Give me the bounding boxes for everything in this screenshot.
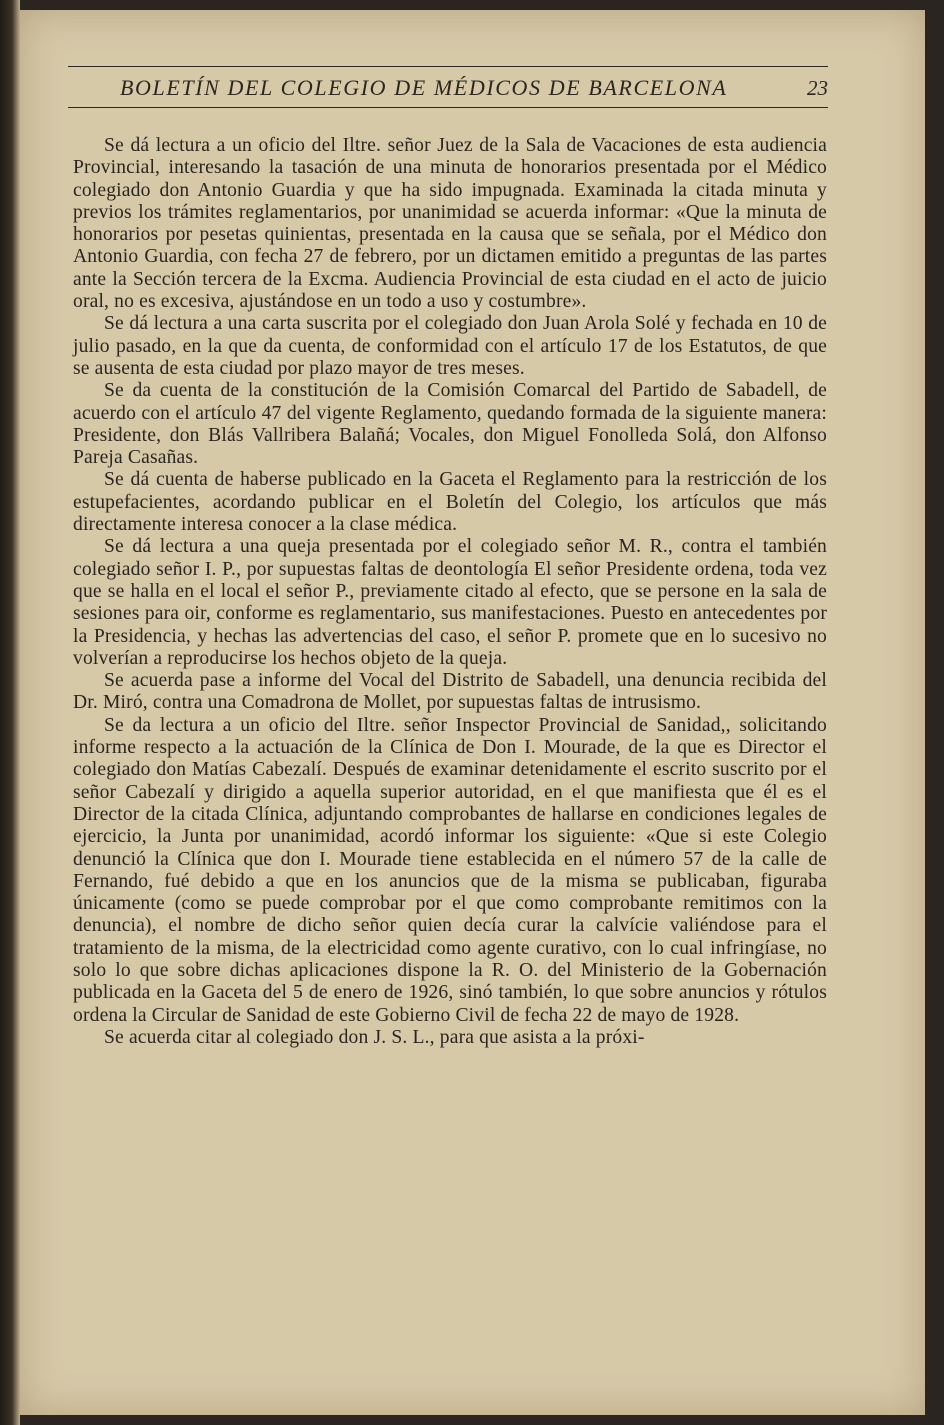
running-title: BOLETÍN DEL COLEGIO DE MÉDICOS DE BARCELONA [120,75,728,100]
book-gutter [0,0,20,1425]
paragraph: Se dá lectura a una queja presentada por el colegiado señor M. R., contra el también colegiado señor I. P., por supuestas faltas de deontología El señor Presidente ordena, toda vez que se halla en el local el señor P., previamente citado al efecto, que se persone en la sala de sesiones para oir, conforme es reglamentario, sus manifestaciones. Puesto en antecedentes por la Presidencia, y hechas las advertencias del caso, el señor P. promete que en lo sucesivo no volverían a reproducirse los hechos objeto de la queja. [73,536,827,669]
paragraph: Se dá cuenta de haberse publicado en la Gaceta el Reglamento para la restricción de los estupefacientes, acordando publicar en el Boletín del Colegio, los artículos que más directamente interesa conocer a la clase médica. [73,469,827,536]
header-rule-top [68,66,828,67]
paragraph: Se da lectura a un oficio del Iltre. señor Inspector Provincial de Sanidad,, solicitando informe respecto a la actuación de la Clínica de Don I. Mourade, de la que es Director el colegiado don Matías Cabezalí. Después de examinar detenidamente el escrito suscrito por el señor Cabezalí y dirigido a aquella superior autoridad, en el que manifiesta que él es el Director de la citada Clínica, adjuntando comprobantes de hallarse en condiciones legales de ejercicio, la Junta por unanimidad, acordó informar los siguiente: «Que si este Colegio denunció la Clínica que don I. Mourade tiene establecida en el número 57 de la calle de Fernando, fué debido a que en los anuncios que de la misma se publicaban, figuraba únicamente (como se puede comprobar por el que como comprobante remitimos con la denuncia), el nombre de dicho señor quien decía curar la calvície valiéndose para el tratamiento de la misma, de la electricidad como agente curativo, con lo cual infringíase, no solo lo que sobre dichas aplicaciones dispone la R. O. del Ministerio de la Gobernación publicada en la Gaceta del 5 de enero de 1926, sinó también, lo que sobre anuncios y rótulos ordena la Circular de Sanidad de este Gobierno Civil de fecha 22 de mayo de 1928. [73,714,827,1026]
paragraph: Se acuerda pase a informe del Vocal del Distrito de Sabadell, una denuncia recibida del Dr. Miró, contra una Comadrona de Mollet, por supuestas faltas de intrusismo. [73,670,827,714]
paragraph: Se da cuenta de la constitución de la Comisión Comarcal del Partido de Sabadell, de acuerdo con el artículo 47 del vigente Reglamento, quedando formada de la siguiente manera: Presidente, don Blás Vallribera Balañá; Vocales, don Miguel Fonolleda Solá, don Alfonso Pareja Casañas. [73,380,827,469]
header-rule-bottom [68,107,828,108]
body-text [73,135,827,1049]
page-header [68,66,828,108]
paragraph: Se dá lectura a una carta suscrita por el colegiado don Juan Arola Solé y fechada en 10 de julio pasado, en la que da cuenta, de conformidad con el artículo 17 de los Estatutos, de que se ausenta de esta ciudad por plazo mayor de tres meses. [73,313,827,379]
paragraph: Se dá lectura a un oficio del Iltre. señor Juez de la Sala de Vacaciones de esta audiencia Provincial, interesando la tasación de una minuta de honorarios presentada por el Médico colegiado don Antonio Guardia y que ha sido impugnada. Examinada la citada minuta y previos los trámites reglamentarios, por unanimidad se acuerda informar: «Que la minuta de honorarios por pesetas quinientas, presentada en la causa que se señala, por el Médico don Antonio Guardia, con fecha 27 de febrero, por un dictamen emitido a preguntas de las partes ante la Sección tercera de la Excma. Audiencia Provincial de esta ciudad en el acto de juicio oral, no es excesiva, ajustándose en un todo a uso y costumbre». [73,135,827,313]
header-row [68,75,828,101]
paragraph: Se acuerda citar al colegiado don J. S. L., para que asista a la próxi- [104,1026,645,1048]
page-number: 23 [807,76,828,100]
